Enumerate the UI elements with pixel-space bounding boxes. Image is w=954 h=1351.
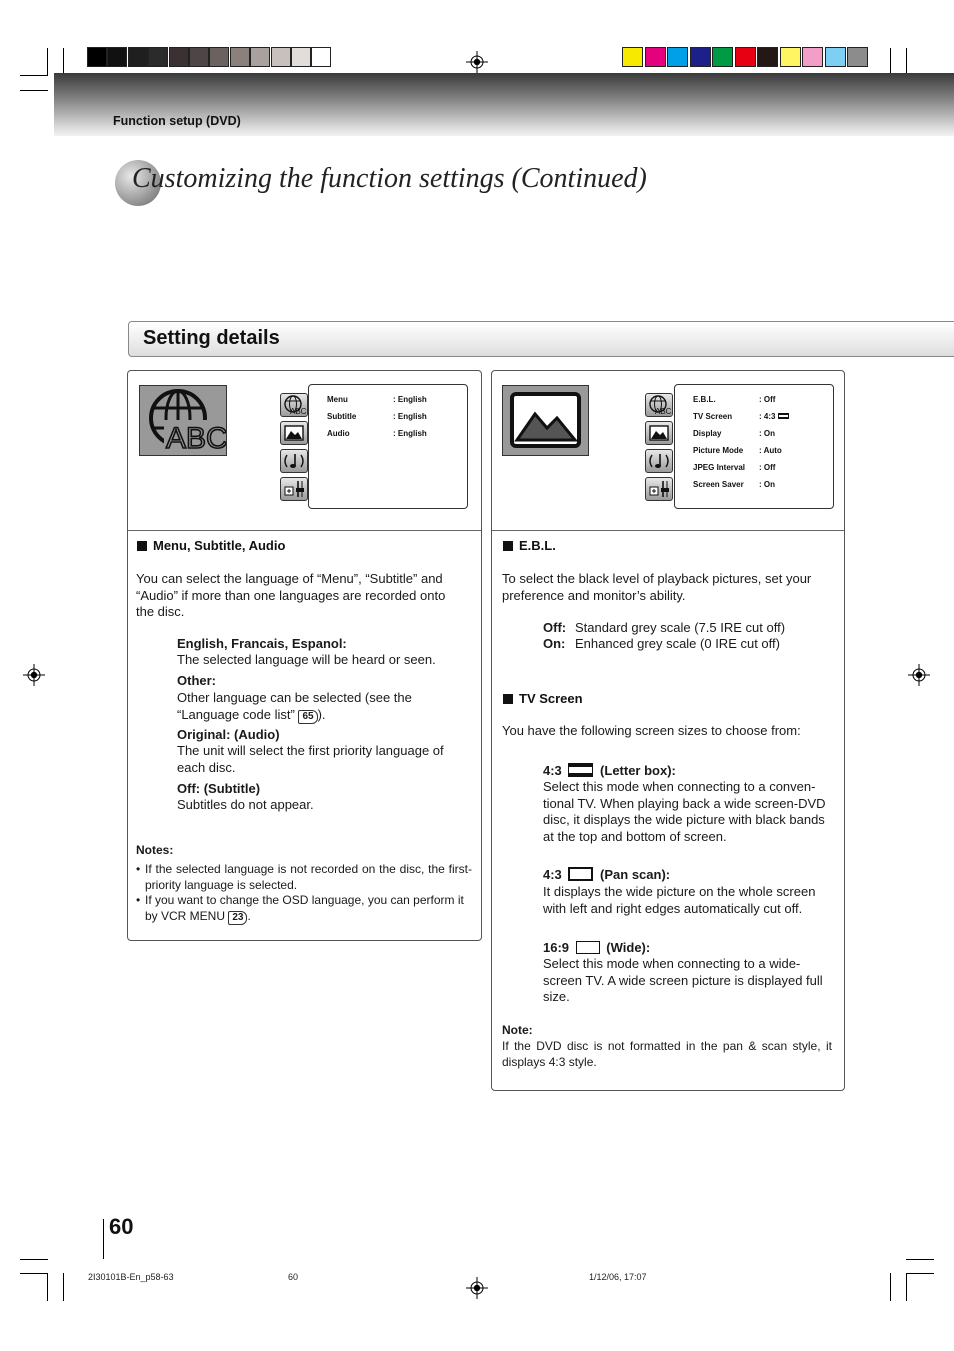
color-swatch bbox=[847, 47, 868, 67]
osd-value: : On bbox=[759, 480, 775, 489]
tv-option-title: 4:3 (Pan scan): bbox=[543, 867, 671, 882]
option-term: On: bbox=[543, 636, 566, 651]
crop-mark bbox=[20, 75, 48, 76]
svg-text:ABC: ABC bbox=[166, 422, 226, 455]
option-term: English, Francais, Espanol: bbox=[177, 636, 347, 651]
crop-mark bbox=[20, 90, 48, 91]
osd-label: TV Screen bbox=[693, 412, 733, 421]
crop-mark bbox=[20, 1273, 48, 1274]
setup-tools-icon bbox=[280, 477, 308, 501]
grayscale-swatch bbox=[209, 47, 229, 67]
crop-mark bbox=[47, 1273, 48, 1301]
panel-divider bbox=[128, 530, 481, 531]
panscan-screen-icon bbox=[568, 867, 593, 881]
osd-label: JPEG Interval bbox=[693, 463, 746, 472]
grayscale-swatch bbox=[107, 47, 127, 67]
grayscale-swatch bbox=[189, 47, 209, 67]
grayscale-swatch bbox=[148, 47, 168, 67]
color-swatch bbox=[645, 47, 666, 67]
crop-mark bbox=[906, 1259, 934, 1260]
audio-note-icon bbox=[645, 449, 673, 473]
letterbox-screen-icon bbox=[568, 763, 593, 777]
grayscale-swatch bbox=[291, 47, 311, 67]
osd-label: Screen Saver bbox=[693, 480, 744, 489]
language-intro-text: You can select the language of “Menu”, “Subtitle” and “Audio” if more than one languages are recorded onto the disc. bbox=[136, 571, 446, 619]
osd-value: : Auto bbox=[759, 446, 782, 455]
menu-subtitle-audio-heading: Menu, Subtitle, Audio bbox=[137, 538, 285, 553]
registration-mark-icon bbox=[908, 664, 930, 686]
tv-option-desc: Select this mode when connecting to a conven-tional TV. When playing back a wide screen-DVD disc, it displays the wide picture with black bands at the top and bottom of screen. bbox=[543, 779, 826, 844]
crop-mark bbox=[890, 1273, 891, 1301]
osd-value: : English bbox=[393, 429, 427, 438]
page-number: 60 bbox=[109, 1214, 134, 1239]
grayscale-swatch bbox=[311, 47, 331, 67]
osd-language-menu bbox=[308, 384, 468, 509]
ebl-intro-text: To select the black level of playback pictures, set your preference and monitor’s ability. bbox=[502, 571, 812, 603]
osd-label: Subtitle bbox=[327, 412, 357, 421]
abc-globe-icon bbox=[280, 393, 308, 417]
picture-mountain-icon bbox=[645, 421, 673, 445]
option-term: Off: (Subtitle) bbox=[177, 781, 261, 796]
option-term: Off: bbox=[543, 620, 567, 635]
crop-mark bbox=[906, 1273, 907, 1301]
crop-mark bbox=[63, 48, 64, 76]
crop-mark bbox=[906, 48, 907, 76]
note-text: If the DVD disc is not formatted in the pan & scan style, it displays 4:3 style. bbox=[502, 1039, 832, 1069]
notes-title: Notes: bbox=[136, 843, 174, 857]
option-desc: Subtitles do not appear. bbox=[177, 797, 314, 812]
color-swatch bbox=[802, 47, 823, 67]
color-swatch bbox=[757, 47, 778, 67]
color-swatch bbox=[622, 47, 643, 67]
grayscale-swatch bbox=[128, 47, 148, 67]
grayscale-swatch bbox=[230, 47, 250, 67]
grayscale-swatch bbox=[250, 47, 270, 67]
grayscale-swatch bbox=[169, 47, 189, 67]
wide-screen-icon bbox=[576, 941, 600, 954]
tv-option-desc: It displays the wide picture on the whole screen with left and right edges automatically cut off. bbox=[543, 884, 816, 916]
registration-mark-icon bbox=[23, 664, 45, 686]
tv-screen-heading: TV Screen bbox=[503, 691, 583, 706]
color-swatch bbox=[667, 47, 688, 67]
panel-divider bbox=[492, 530, 844, 531]
footer-datetime: 1/12/06, 17:07 bbox=[589, 1272, 647, 1282]
option-desc: Enhanced grey scale (0 IRE cut off) bbox=[575, 636, 780, 651]
option-desc: Standard grey scale (7.5 IRE cut off) bbox=[575, 620, 786, 635]
osd-value: : On bbox=[759, 429, 775, 438]
letterbox-screen-icon bbox=[778, 413, 789, 419]
option-term: Other: bbox=[177, 673, 216, 688]
option-desc: Other language can be selected (see the “Language code list” 65 ). bbox=[177, 690, 412, 722]
color-swatch bbox=[780, 47, 801, 67]
abc-globe-icon bbox=[645, 393, 673, 417]
page-number-rule bbox=[103, 1219, 104, 1259]
footer-filename: 2I30101B-En_p58-63 bbox=[88, 1272, 174, 1282]
picture-mountain-icon bbox=[280, 421, 308, 445]
grayscale-swatch bbox=[87, 47, 107, 67]
osd-label: Display bbox=[693, 429, 722, 438]
crop-mark bbox=[890, 48, 891, 76]
svg-text:ABC: ABC bbox=[655, 407, 672, 416]
setup-tools-icon bbox=[645, 477, 673, 501]
osd-label: Picture Mode bbox=[693, 446, 744, 455]
grayscale-swatch bbox=[271, 47, 291, 67]
osd-label: E.B.L. bbox=[693, 395, 716, 404]
setting-details-title: Setting details bbox=[143, 327, 280, 349]
crop-mark bbox=[63, 1273, 64, 1301]
tv-option-desc: Select this mode when connecting to a wide-screen TV. A wide screen picture is displayed full size. bbox=[543, 956, 823, 1004]
crop-mark bbox=[20, 1259, 48, 1260]
osd-value: : Off bbox=[759, 395, 776, 404]
page-reference-icon: 23 bbox=[228, 911, 247, 925]
option-desc: The selected language will be heard or seen. bbox=[177, 652, 436, 667]
abc-globe-icon bbox=[139, 385, 227, 456]
footer-page: 60 bbox=[288, 1272, 299, 1282]
ebl-heading: E.B.L. bbox=[503, 538, 556, 553]
page-title: Customizing the function settings (Continued) bbox=[132, 163, 647, 194]
registration-mark-icon bbox=[466, 51, 488, 73]
note-item: • If the selected language is not recorded on the disc, the first-priority language is selected. bbox=[136, 862, 472, 892]
osd-value: : English bbox=[393, 412, 427, 421]
osd-label: Audio bbox=[327, 429, 350, 438]
svg-text:ABC: ABC bbox=[290, 407, 307, 416]
note-item: • If you want to change the OSD language, you can perform it by VCR MENU 23 . bbox=[136, 893, 464, 923]
tv-screen-intro-text: You have the following screen sizes to choose from: bbox=[502, 723, 801, 738]
crop-mark bbox=[906, 1273, 934, 1274]
tv-option-title: 16:9 (Wide): bbox=[543, 940, 651, 955]
osd-value: : English bbox=[393, 395, 427, 404]
color-swatch bbox=[825, 47, 846, 67]
color-swatch bbox=[712, 47, 733, 67]
osd-value: : Off bbox=[759, 463, 776, 472]
section-label: Function setup (DVD) bbox=[113, 114, 241, 128]
color-swatch bbox=[690, 47, 711, 67]
tv-option-title: 4:3 (Letter box): bbox=[543, 763, 676, 778]
crop-mark bbox=[47, 48, 48, 76]
picture-mountain-icon bbox=[502, 385, 589, 456]
osd-picture-menu bbox=[674, 384, 834, 509]
color-swatch bbox=[735, 47, 756, 67]
audio-note-icon bbox=[280, 449, 308, 473]
note-title: Note: bbox=[502, 1023, 533, 1037]
option-term: Original: (Audio) bbox=[177, 727, 280, 742]
osd-label: Menu bbox=[327, 395, 348, 404]
registration-mark-icon bbox=[466, 1277, 488, 1299]
option-desc: The unit will select the first priority language of each disc. bbox=[177, 743, 444, 775]
page-reference-icon: 65 bbox=[298, 710, 317, 724]
osd-value: : 4:3 bbox=[759, 412, 789, 421]
